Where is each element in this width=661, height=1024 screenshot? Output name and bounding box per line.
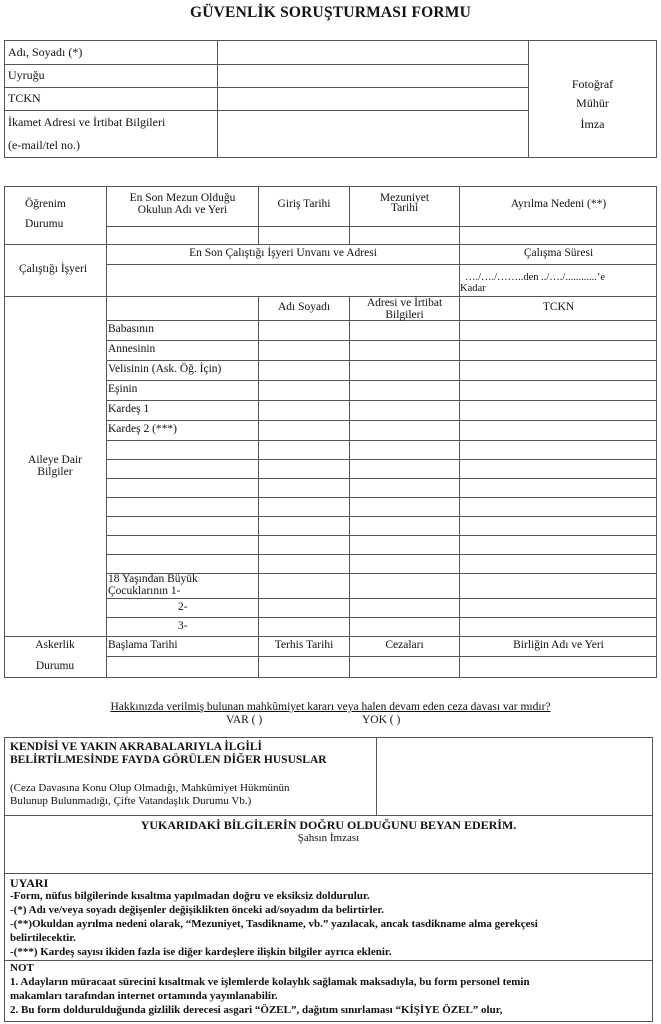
family-cell-field[interactable] <box>350 460 459 478</box>
family-cell-field[interactable] <box>350 401 459 420</box>
signature-field[interactable] <box>5 846 652 873</box>
name-surname-field[interactable] <box>218 41 528 64</box>
family-cell-field[interactable] <box>460 618 656 636</box>
other-title-2: BELİRTİLMESİNDE FAYDA GÖRÜLEN DİĞER HUSUSLAR <box>10 754 327 766</box>
family-cell-field[interactable] <box>350 618 459 636</box>
family-cell-field[interactable] <box>259 321 349 340</box>
row-children-2: 2- <box>178 601 188 613</box>
family-cell-field[interactable] <box>259 341 349 360</box>
family-cell-field[interactable] <box>259 441 349 459</box>
family-cell-field[interactable] <box>460 599 656 617</box>
family-cell-field[interactable] <box>259 460 349 478</box>
label-nationality: Uyruğu <box>8 68 45 82</box>
note-line: makamları tarafından internet ortamında yayınlanabilir. <box>10 990 278 1002</box>
military-unit-field[interactable] <box>460 657 656 677</box>
conviction-question: Hakkınızda verilmiş bulunan mahkûmiyet kararı veya halen devam eden ceza davası var mıdır? <box>110 701 551 713</box>
conviction-yes-option[interactable]: VAR ( ) <box>226 714 263 726</box>
row-mother: Annesinin <box>108 343 156 355</box>
address-field[interactable] <box>218 111 528 157</box>
family-cell-field[interactable] <box>460 498 656 516</box>
conviction-no-option[interactable]: YOK ( ) <box>362 714 401 726</box>
family-cell-field[interactable] <box>259 361 349 380</box>
row-children-3: 3- <box>178 620 188 632</box>
family-cell-field[interactable] <box>460 341 656 360</box>
header-leave-reason: Ayrılma Nedeni (**) <box>510 198 607 210</box>
leave-reason-field[interactable] <box>460 227 656 244</box>
other-note-1: (Ceza Davasına Konu Olup Olmadığı, Mahkûmiyet Hükmünün <box>10 782 290 794</box>
header-military-unit: Birliğin Adı ve Yeri <box>513 639 604 651</box>
row-sibling-1: Kardeş 1 <box>108 403 150 415</box>
military-label-2: Durumu <box>35 660 75 672</box>
header-military-start: Başlama Tarihi <box>108 639 178 651</box>
family-cell-field[interactable] <box>259 517 349 535</box>
note-line: 2. Bu form doldurulduğunda gizlilik derecesi asgari “ÖZEL”, dağıtım sınırlaması “KİŞİYE ÖZEL” olur, <box>10 1004 503 1016</box>
family-cell-field[interactable] <box>460 555 656 573</box>
family-cell-field[interactable] <box>350 341 459 360</box>
family-cell-field[interactable] <box>259 618 349 636</box>
photo-label: Fotoğraf <box>571 77 614 91</box>
header-grad-date-1: Mezuniyet <box>379 192 430 204</box>
family-cell-field[interactable] <box>350 381 459 400</box>
family-cell-field[interactable] <box>350 555 459 573</box>
family-cell-field[interactable] <box>350 517 459 535</box>
family-cell-field[interactable] <box>259 421 349 440</box>
divider <box>4 873 653 874</box>
warning-line: belirtilecektir. <box>10 932 76 944</box>
family-cell-field[interactable] <box>259 381 349 400</box>
header-employer: En Son Çalıştığı İşyeri Unvanı ve Adresi <box>189 247 377 259</box>
family-cell-field[interactable] <box>259 555 349 573</box>
header-duration: Çalışma Süresi <box>523 247 594 259</box>
signature-caption: Şahsın İmzası <box>297 832 360 844</box>
family-cell-field[interactable] <box>350 498 459 516</box>
header-military-penalties: Cezaları <box>385 639 424 651</box>
family-cell-field[interactable] <box>350 536 459 554</box>
duration-field[interactable]: …./…./……..den ../…./............’e <box>465 272 605 283</box>
military-label-1: Askerlik <box>35 639 75 651</box>
family-cell-field[interactable] <box>460 536 656 554</box>
family-cell-field[interactable] <box>460 321 656 340</box>
family-label-2: Bilgiler <box>37 466 73 478</box>
warning-line: -(***) Kardeş sayısı ikiden fazla ise diğer kardeşlere ilişkin bilgiler ayrıca eklenir. <box>10 946 392 958</box>
header-family-name: Adı Soyadı <box>277 301 331 313</box>
divider <box>4 296 657 297</box>
divider <box>4 960 653 961</box>
note-line: 1. Adayların müracaat sürecini kısaltmak ve işlemlerde kolaylık sağlamak maksadıyla, bu form personel temin <box>10 976 530 988</box>
grad-date-field[interactable] <box>350 227 459 244</box>
family-cell-field[interactable] <box>350 441 459 459</box>
warning-line: -(*) Adı ve/veya soyadı değişenler değişiklikten önceki ad/soyadım da belirtirler. <box>10 904 385 916</box>
header-military-discharge: Terhis Tarihi <box>274 639 334 651</box>
family-cell-field[interactable] <box>259 401 349 420</box>
header-school-1: En Son Mezun Olduğu <box>129 192 236 204</box>
label-name-surname: Adı, Soyadı (*) <box>8 45 83 59</box>
header-grad-date-2: Tarihi <box>390 202 419 214</box>
family-cell-field[interactable] <box>460 401 656 420</box>
family-cell-field[interactable] <box>460 574 656 598</box>
stamp-label: Mühür <box>576 96 609 110</box>
education-label-2: Durumu <box>25 218 64 230</box>
label-address-contact: (e-mail/tel no.) <box>8 138 80 152</box>
family-cell-field[interactable] <box>460 479 656 497</box>
divider <box>4 636 657 637</box>
header-school-2: Okulun Adı ve Yeri <box>137 204 228 216</box>
other-title-1: KENDİSİ VE YAKIN AKRABALARIYLA İLGİLİ <box>10 741 263 753</box>
note-title: NOT <box>10 962 34 974</box>
school-field[interactable] <box>107 227 258 244</box>
declaration-text: YUKARIDAKİ BİLGİLERİN DOĞRU OLDUĞUNU BEYAN EDERİM. <box>140 818 517 832</box>
row-guardian: Velisinin (Ask. Öğ. İçin) <box>108 363 222 375</box>
family-cell-field[interactable] <box>259 574 349 598</box>
divider <box>106 186 107 678</box>
work-label: Çalıştığı İşyeri <box>19 263 88 275</box>
family-cell-field[interactable] <box>350 479 459 497</box>
family-cell-field[interactable] <box>460 381 656 400</box>
signature-label: İmza <box>580 117 605 131</box>
family-cell-field[interactable] <box>460 361 656 380</box>
family-cell-field[interactable] <box>259 599 349 617</box>
warning-line: -(**)Okuldan ayrılma nedeni olarak, “Mezuniyet, Tasdikname, vb.” yazılacak, ancak tasdikname alma gerekçesi <box>10 918 538 930</box>
family-cell-field[interactable] <box>350 599 459 617</box>
row-sibling-2: Kardeş 2 (***) <box>108 423 177 435</box>
education-label-1: Öğrenim <box>25 198 66 210</box>
family-cell-field[interactable] <box>259 479 349 497</box>
family-cell-field[interactable] <box>350 321 459 340</box>
duration-suffix: Kadar <box>460 283 486 294</box>
row-children-1b: Çocuklarının 1- <box>108 585 181 597</box>
military-penalties-field[interactable] <box>350 657 459 677</box>
entry-date-field[interactable] <box>259 227 349 244</box>
row-spouse: Eşinin <box>108 383 138 395</box>
label-address: İkamet Adresi ve İrtibat Bilgileri <box>8 115 166 129</box>
header-family-tckn: TCKN <box>542 301 575 313</box>
family-cell-field[interactable] <box>460 517 656 535</box>
other-note-2: Bulunup Bulunmadığı, Çifte Vatandaşlık Durumu Vb.) <box>10 795 252 807</box>
divider <box>4 244 657 245</box>
military-start-field[interactable] <box>107 657 258 677</box>
nationality-field[interactable] <box>218 65 528 87</box>
family-label-1: Aileye Dair <box>28 454 82 466</box>
divider <box>4 815 653 816</box>
row-children-1a: 18 Yaşından Büyük <box>108 573 198 585</box>
row-father: Babasının <box>108 323 154 335</box>
label-tckn: TCKN <box>8 91 41 105</box>
family-cell-field[interactable] <box>259 536 349 554</box>
header-entry-date: Giriş Tarihi <box>277 198 331 210</box>
family-cell-field[interactable] <box>460 460 656 478</box>
family-cell-field[interactable] <box>350 574 459 598</box>
family-cell-field[interactable] <box>460 441 656 459</box>
form-title: GÜVENLİK SORUŞTURMASI FORMU <box>190 4 471 21</box>
warning-line: -Form, nüfus bilgilerinde kısaltma yapılmadan doğru ve eksiksiz doldurulur. <box>10 890 370 902</box>
family-cell-field[interactable] <box>259 498 349 516</box>
header-family-address-2: Bilgileri <box>385 309 424 321</box>
family-cell-field[interactable] <box>350 361 459 380</box>
tckn-field[interactable] <box>218 88 528 110</box>
header-family-address-1: Adresi ve İrtibat <box>366 297 443 309</box>
family-cell-field[interactable] <box>460 421 656 440</box>
military-discharge-field[interactable] <box>259 657 349 677</box>
family-cell-field[interactable] <box>350 421 459 440</box>
warning-title: UYARI <box>10 876 49 890</box>
other-info-field[interactable] <box>377 738 652 815</box>
employer-field[interactable] <box>107 265 459 296</box>
